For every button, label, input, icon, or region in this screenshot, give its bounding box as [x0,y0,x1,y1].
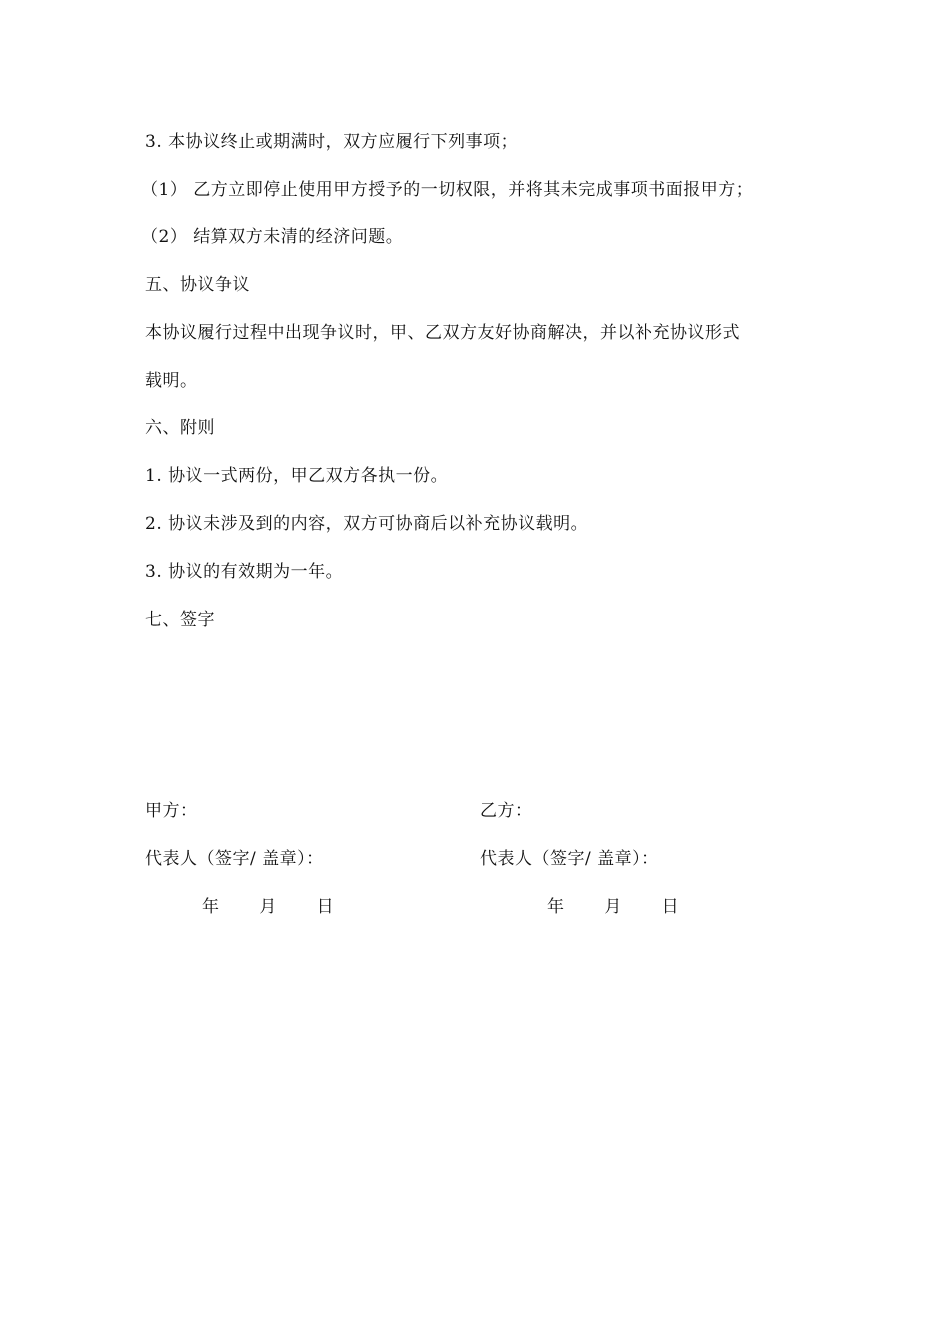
section-5-text-line-2: 载明。 [145,371,198,391]
party-a-representative: 代表人（签字/ 盖章）： [145,849,324,869]
section-6-item-3: 3. 协议的有效期为一年。 [145,562,344,582]
day-label: 日 [661,897,680,917]
party-b-representative: 代表人（签字/ 盖章）： [480,849,659,869]
party-a-date [202,896,334,918]
clause-3-item-1: （1） 乙方立即停止使用甲方授予的一切权限，并将其未完成事项书面报甲方； [141,180,754,200]
section-6-item-2: 2. 协议未涉及到的内容，双方可协商后以补充协议载明。 [145,514,589,534]
day-label: 日 [316,897,335,917]
section-6-item-1: 1. 协议一式两份，甲乙双方各执一份。 [145,466,449,486]
party-b-date [547,896,679,918]
clause-3-item-2: （2） 结算双方未清的经济问题。 [141,227,404,247]
clause-3-termination: 3. 本协议终止或期满时，双方应履行下列事项； [145,132,519,152]
section-6-heading: 六、附则 [145,418,215,438]
year-label: 年 [202,897,220,917]
month-label: 月 [604,897,622,917]
party-a-label: 甲方： [145,801,198,821]
party-b-label: 乙方： [480,801,533,821]
month-label: 月 [259,897,277,917]
year-label: 年 [547,897,565,917]
section-5-heading: 五、协议争议 [145,275,250,295]
section-5-text-line-1: 本协议履行过程中出现争议时，甲、乙双方友好协商解决，并以补充协议形式 [145,323,740,343]
section-7-heading: 七、签字 [145,610,215,630]
